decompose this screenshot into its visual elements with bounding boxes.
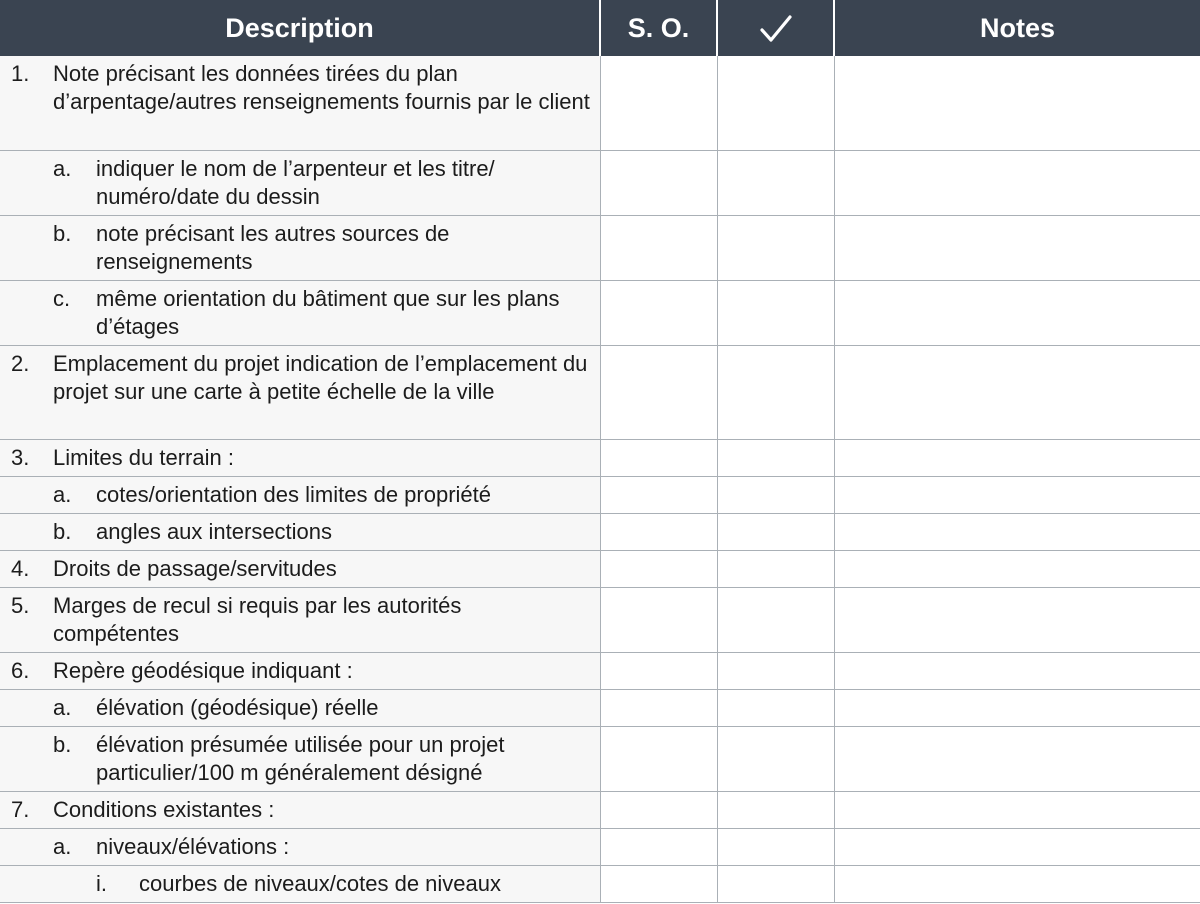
list-item: [0, 731, 600, 787]
item-marker: 3.: [11, 444, 30, 470]
check-cell[interactable]: [717, 280, 834, 345]
item-marker: 6.: [11, 657, 30, 683]
list-item: [0, 220, 600, 276]
notes-cell[interactable]: [834, 280, 1200, 345]
item-marker: 5.: [11, 592, 30, 618]
notes-cell[interactable]: [834, 215, 1200, 280]
item-marker: 4.: [11, 555, 30, 581]
check-cell[interactable]: [717, 865, 834, 902]
table-row: [0, 345, 1200, 439]
description-cell: [0, 726, 600, 791]
list-item: [0, 592, 600, 648]
table-row: [0, 280, 1200, 345]
check-mark-icon: [759, 14, 793, 44]
table-row: [0, 791, 1200, 828]
check-cell[interactable]: [717, 652, 834, 689]
notes-cell[interactable]: [834, 587, 1200, 652]
item-marker: b.: [53, 220, 72, 246]
item-text: indiquer le nom de l’arpenteur et les titre/ numéro/date du dessin: [96, 155, 495, 209]
item-text: Conditions existantes :: [53, 796, 275, 822]
check-cell[interactable]: [717, 587, 834, 652]
table-row: [0, 550, 1200, 587]
notes-cell[interactable]: [834, 550, 1200, 587]
description-cell: [0, 439, 600, 476]
notes-cell[interactable]: [834, 150, 1200, 215]
so-cell[interactable]: [600, 550, 717, 587]
notes-cell[interactable]: [834, 56, 1200, 150]
item-marker: a.: [53, 833, 72, 859]
so-cell[interactable]: [600, 215, 717, 280]
item-text: Droits de passage/servitudes: [53, 555, 337, 581]
notes-cell[interactable]: [834, 513, 1200, 550]
list-item: [0, 833, 600, 861]
description-cell: [0, 587, 600, 652]
so-cell[interactable]: [600, 513, 717, 550]
item-marker: a.: [53, 694, 72, 720]
item-text: note précisant les autres sources de renseignements: [96, 220, 450, 274]
so-cell[interactable]: [600, 476, 717, 513]
table-row: [0, 652, 1200, 689]
notes-cell[interactable]: [834, 791, 1200, 828]
check-cell[interactable]: [717, 726, 834, 791]
table-row: [0, 215, 1200, 280]
item-marker: 7.: [11, 796, 30, 822]
so-cell[interactable]: [600, 56, 717, 150]
description-cell: [0, 791, 600, 828]
check-cell[interactable]: [717, 215, 834, 280]
table-row: [0, 689, 1200, 726]
item-text: même orientation du bâtiment que sur les plans d’étages: [96, 285, 560, 339]
list-item: [0, 796, 600, 824]
list-item: [0, 285, 600, 341]
item-text: élévation présumée utilisée pour un projet particulier/100 m généralement désigné: [96, 731, 505, 785]
so-cell[interactable]: [600, 689, 717, 726]
description-cell: [0, 828, 600, 865]
description-cell: [0, 652, 600, 689]
list-item: [0, 518, 600, 546]
so-cell[interactable]: [600, 280, 717, 345]
so-cell[interactable]: [600, 345, 717, 439]
check-cell[interactable]: [717, 476, 834, 513]
so-cell[interactable]: [600, 791, 717, 828]
item-marker: 2.: [11, 350, 30, 376]
item-marker: 1.: [11, 61, 30, 86]
header-so: S. O.: [600, 0, 717, 56]
notes-cell[interactable]: [834, 476, 1200, 513]
item-text: courbes de niveaux/cotes de niveaux: [139, 870, 502, 896]
check-cell[interactable]: [717, 56, 834, 150]
item-text: angles aux intersections: [96, 518, 333, 544]
item-text: Repère géodésique indiquant :: [53, 657, 353, 683]
item-text: Emplacement du projet indication de l’emplacement du projet sur une carte à petite échelle de la ville: [53, 350, 588, 404]
table-row: [0, 150, 1200, 215]
so-cell[interactable]: [600, 726, 717, 791]
description-cell: [0, 550, 600, 587]
table-row: [0, 726, 1200, 791]
check-cell[interactable]: [717, 345, 834, 439]
list-item: [0, 870, 600, 898]
header-check: [717, 0, 834, 56]
item-marker: a.: [53, 481, 72, 507]
so-cell[interactable]: [600, 587, 717, 652]
item-text: niveaux/élévations :: [96, 833, 290, 859]
notes-cell[interactable]: [834, 865, 1200, 902]
header-description: Description: [0, 0, 600, 56]
so-cell[interactable]: [600, 652, 717, 689]
item-marker: i.: [96, 870, 107, 896]
check-cell[interactable]: [717, 439, 834, 476]
header-row: [0, 0, 1200, 56]
item-text: élévation (géodésique) réelle: [96, 694, 379, 720]
item-marker: b.: [53, 518, 72, 544]
item-text: Note précisant les données tirées du plan d’arpentage/autres renseignements fournis par le client: [53, 61, 590, 114]
table-row: [0, 439, 1200, 476]
description-cell: [0, 513, 600, 550]
list-item: [0, 60, 600, 116]
table-row: [0, 828, 1200, 865]
table-row: [0, 513, 1200, 550]
so-cell[interactable]: [600, 150, 717, 215]
list-item: [0, 657, 600, 685]
description-cell: [0, 476, 600, 513]
check-cell[interactable]: [717, 550, 834, 587]
table-row: [0, 587, 1200, 652]
description-cell: [0, 865, 600, 902]
check-cell[interactable]: [717, 791, 834, 828]
item-marker: b.: [53, 731, 72, 757]
list-item: [0, 694, 600, 722]
check-cell[interactable]: [717, 689, 834, 726]
so-cell[interactable]: [600, 439, 717, 476]
list-item: [0, 555, 600, 583]
table-row: [0, 56, 1200, 150]
description-cell: [0, 689, 600, 726]
check-cell[interactable]: [717, 513, 834, 550]
item-marker: a.: [53, 155, 72, 181]
notes-cell[interactable]: [834, 726, 1200, 791]
so-cell[interactable]: [600, 828, 717, 865]
description-cell: [0, 345, 600, 439]
description-cell: [0, 150, 600, 215]
notes-cell[interactable]: [834, 652, 1200, 689]
table-row: [0, 865, 1200, 902]
notes-cell[interactable]: [834, 345, 1200, 439]
check-cell[interactable]: [717, 150, 834, 215]
description-cell: [0, 56, 600, 150]
list-item: [0, 481, 600, 509]
header-notes: Notes: [834, 0, 1200, 56]
so-cell[interactable]: [600, 865, 717, 902]
table-row: [0, 476, 1200, 513]
list-item: [0, 155, 600, 211]
notes-cell[interactable]: [834, 439, 1200, 476]
list-item: [0, 444, 600, 472]
description-cell: [0, 280, 600, 345]
notes-cell[interactable]: [834, 828, 1200, 865]
notes-cell[interactable]: [834, 689, 1200, 726]
item-text: Limites du terrain :: [53, 444, 234, 470]
description-cell: [0, 215, 600, 280]
item-text: cotes/orientation des limites de propriété: [96, 481, 491, 507]
list-item: [0, 350, 600, 406]
item-marker: c.: [53, 285, 71, 311]
item-text: Marges de recul si requis par les autorités compétentes: [53, 592, 462, 646]
check-cell[interactable]: [717, 828, 834, 865]
